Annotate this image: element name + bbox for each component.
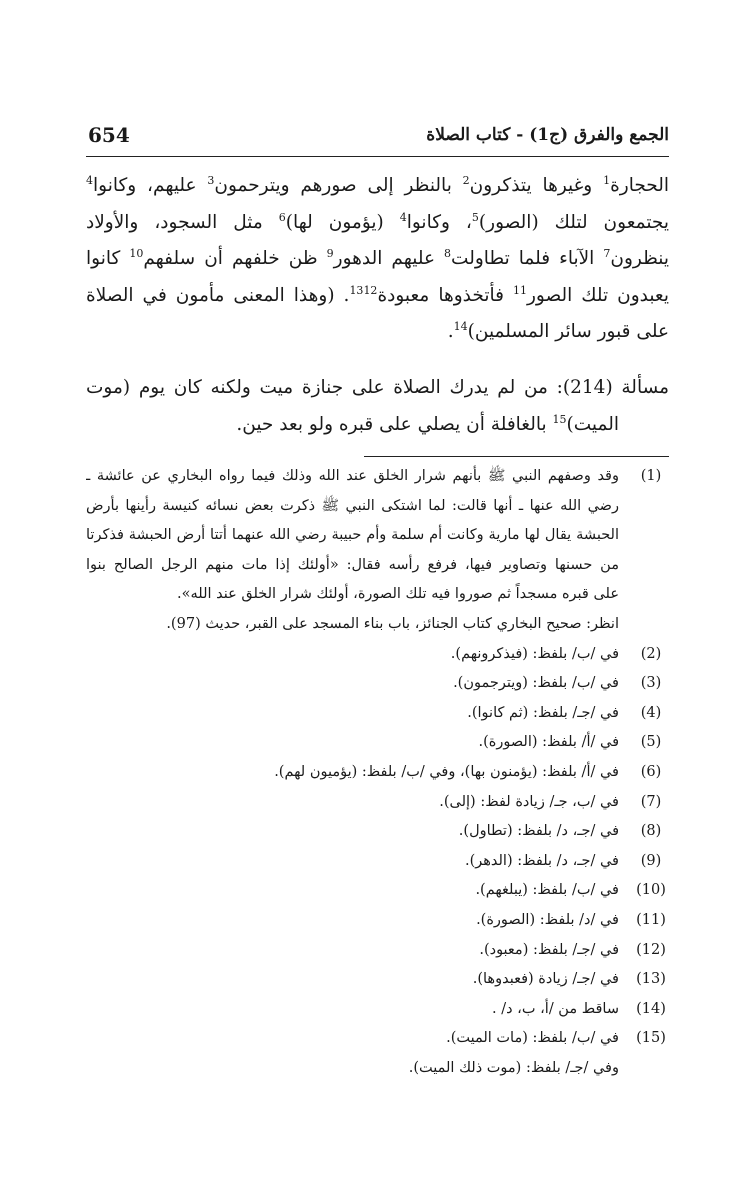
footnote [86,788,669,818]
footnote-line: في /جـ، د/ بلفظ: (تطاول). [458,823,619,840]
main-text-segment: مثل السجود، والأولاد [86,211,279,233]
footnote-ref: 14 [453,319,468,333]
footnote [86,728,669,758]
footnote-text [86,965,619,995]
main-text-line [86,314,669,351]
footnote [86,1024,669,1054]
footnote-ref: 11 [512,283,527,297]
footnote [86,847,669,877]
footnote-ref: 15 [552,412,567,426]
main-text-segment: يجتمعون لتلك (الصور) [478,211,669,233]
issue-line-2 [86,407,669,444]
footnote [86,758,669,788]
footnote-number: (10) [636,882,666,899]
footnote-text [86,847,619,877]
footnote-ref: 4 [399,210,407,224]
main-text-segment: يعبدون تلك الصور [526,284,669,306]
main-text-line [86,205,669,242]
footnote-number: (13) [636,971,666,988]
footnote [86,817,669,847]
page-header [86,120,669,157]
footnote-text [86,995,619,1025]
footnote-line: في /أ/ بلفظ: (الصورة). [478,734,619,751]
footnote-number: (6) [640,763,662,780]
issue-line-2-end: بالغافلة أن يصلي على قبره ولو بعد حين. [236,413,553,435]
footnote-ref: 5 [471,210,479,224]
footnote-text [86,640,619,670]
footnote-ref: 6 [278,210,286,224]
footnote [86,640,669,670]
footnote-text [86,699,619,729]
main-text-segment: فأتخذوها معبودة [377,284,513,306]
main-text-segment: ، وكانوا [406,211,472,233]
footnote-line: في /ب/ بلفظ: (فيذكرونهم). [450,645,619,662]
footnote-ref: 10 [129,246,144,260]
main-text-segment: عليهم، وكانوا [93,175,208,196]
footnote-ref: 4 [86,173,93,187]
footnote-text [86,817,619,847]
main-text-segment: (يؤمون لها) [285,211,400,233]
main-text-segment: . [447,321,454,342]
main-text [86,168,669,351]
main-text-segment: وغيرها يتذكرون [469,175,604,196]
footnote [86,462,669,640]
footnote-line: على قبره مسجداً ثم صوروا فيه تلك الصورة، أولئك شرار الخلق عند الله». [177,586,619,603]
footnote-separator [364,456,669,457]
footnote-text [86,728,619,758]
footnote-number: (14) [636,1000,666,1017]
footnote-line: في /د/ بلفظ: (الصورة). [476,911,619,928]
footnote-ref: 9 [326,246,334,260]
footnote-number: (15) [636,1030,666,1047]
footnote-continuation: وفي /جـ/ بلفظ: (موت ذلك الميت). [408,1059,619,1076]
main-text-segment: على قبور سائر المسلمين) [467,321,669,342]
footnote-text [86,788,619,818]
main-text-segment: الآباء فلما تطاولت [451,248,604,269]
footnote-line: في /جـ/ بلفظ: (ثم كانوا). [467,704,619,721]
footnote-line: انظر: صحيح البخاري كتاب الجنائز، باب بناء المسجد على القبر، حديث (97). [166,615,619,632]
footnote-line: وقد وصفهم النبي ﷺ بأنهم شرار الخلق عند الله وذلك فيما رواه البخاري عن عائشة ـ [86,468,619,484]
footnote-line: في /ب/ بلفظ: (مات الميت). [446,1030,619,1047]
footnote-number: (4) [640,704,662,721]
page-number: 654 [88,123,130,147]
footnote-number: (11) [636,911,666,928]
running-title: الجمع والفرق (ج1) - كتاب الصلاة [426,125,669,145]
footnote [86,936,669,966]
footnote-line: رضي الله عنها ـ أنها قالت: لما اشتكى النبي ﷺ ذكرت بعض نسائه كنيسة رأينها بأرض [86,497,619,514]
main-text-line [86,278,669,315]
footnote [86,669,669,699]
footnote-line: في /أ/ بلفظ: (يؤمنون بها)، وفي /ب/ بلفظ: (يؤميون لهم). [274,763,619,780]
footnote-number: (3) [640,675,662,692]
footnote-number: (9) [640,852,662,869]
main-text-segment: عليهم الدهور [333,248,445,269]
footnote-text [86,462,619,640]
footnote [86,906,669,936]
footnote-text [86,936,619,966]
footnote-number: (1) [640,468,662,484]
footnote-ref: 12 [363,283,378,297]
footnote-line: من حسنها وتصاوير فيها، فرفع رأسه فقال: «أولئك إذا مات منهم الرجل الصالح بنوا [86,556,619,573]
footnote-ref: 7 [603,246,611,260]
footnote-ref: 8 [444,246,452,260]
footnote-ref: 13 [349,283,364,297]
footnote-text [86,1024,619,1054]
footnote-number: (12) [636,941,666,958]
footnote-line: في /جـ، د/ بلفظ: (الدهر). [464,852,619,869]
main-text-segment: ينظرون [610,248,669,269]
footnote-number: (8) [640,823,662,840]
main-text-segment: كانوا [86,248,130,269]
footnote-line: في /جـ/ بلفظ: (معبود). [479,941,619,958]
footnote-ref: 2 [462,173,470,187]
issue-paragraph [86,370,669,443]
footnote-line: ساقط من /أ، ب، د/ . [492,1000,619,1017]
footnotes [86,462,669,1083]
issue-line-1: مسألة (214): من لم يدرك الصلاة على جنازة ميت ولكنه كان يوم (موت [86,377,669,398]
footnote-text [86,876,619,906]
footnote-ref: 1 [603,173,611,187]
issue-line-2-start: الميت) [566,413,619,435]
main-text-segment: . (وهذا المعنى مأمون في الصلاة [86,284,350,306]
footnote-line: في /ب/ بلفظ: (يبلغهم). [475,882,619,899]
footnote-text [86,906,619,936]
footnote-line: الحبشة يقال لها مارية وكانت أم سلمة وأم حبيبة رضي الله عنهما أتتا أرض الحبشة فذكرتا [86,527,619,544]
footnote-text [86,758,619,788]
main-text-segment: ظن خلفهم أن سلفهم [143,248,327,269]
footnote-number: (5) [640,734,662,751]
footnote-line: في /ب، جـ/ زيادة لفظ: (إلى). [439,793,619,810]
footnote-line: في /جـ/ زيادة (فعبدوها). [472,971,619,988]
main-text-segment: الحجارة [610,175,669,196]
footnote-number: (2) [640,645,662,662]
footnote [86,699,669,729]
footnote-line: في /ب/ بلفظ: (ويترجمون). [453,675,619,692]
main-text-segment: بالنظر إلى صورهم ويترحمون [214,175,463,196]
footnote-number: (7) [640,793,662,810]
footnote [86,965,669,995]
footnote-ref: 3 [207,173,215,187]
footnote-text [86,669,619,699]
footnote [86,995,669,1025]
main-text-line [86,241,669,278]
main-text-line [86,168,669,205]
footnote [86,876,669,906]
